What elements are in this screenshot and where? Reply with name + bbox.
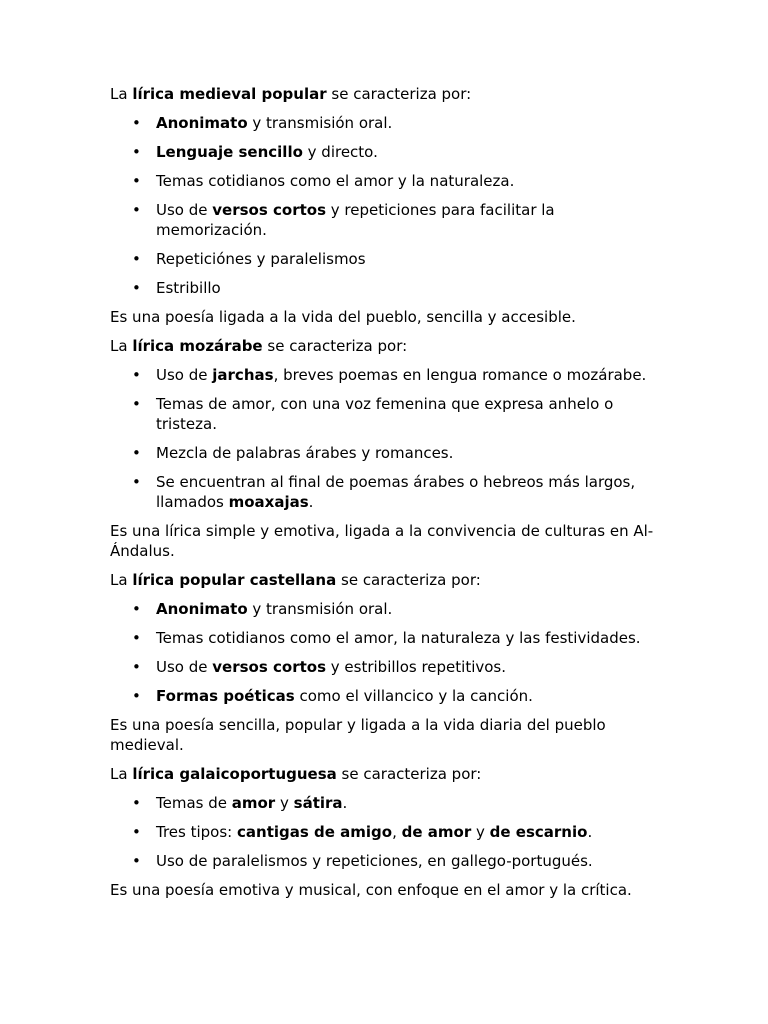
- list-item: [156, 822, 670, 842]
- text-run: Uso de paralelismos y repeticiones, en gallego-portugués.: [156, 852, 593, 870]
- bold-term: versos cortos: [212, 658, 326, 676]
- section-summary: Es una poesía emotiva y musical, con enfoque en el amor y la crítica.: [110, 881, 632, 899]
- bullet-list: [110, 599, 670, 706]
- list-item: [156, 142, 670, 162]
- bold-term: Anonimato: [156, 114, 248, 132]
- text-run: y transmisión oral.: [247, 114, 393, 132]
- list-item: [156, 443, 670, 463]
- text-run: y transmisión oral.: [247, 600, 393, 618]
- list-item: [156, 365, 670, 385]
- text-run: y estribillos repetitivos.: [326, 658, 507, 676]
- text-run: .: [308, 493, 314, 511]
- section-intro: [110, 84, 670, 104]
- bold-term: Formas poéticas: [156, 687, 295, 705]
- text-run: Uso de: [156, 201, 213, 219]
- bold-term: amor: [231, 794, 276, 812]
- section-intro: [110, 570, 670, 590]
- text-run: se caracteriza por:: [336, 571, 481, 589]
- text-run: Se encuentran al final de poemas árabes o hebreos más largos, llamados: [156, 473, 636, 511]
- text-run: Uso de: [156, 366, 213, 384]
- bold-term: sátira: [293, 794, 343, 812]
- list-item: [156, 113, 670, 133]
- text-run: se caracteriza por:: [336, 765, 482, 783]
- bold-term: lírica mozárabe: [132, 337, 263, 355]
- text-run: y directo.: [302, 143, 378, 161]
- section-summary: Es una lírica simple y emotiva, ligada a la convivencia de culturas en Al-Ándalus.: [110, 522, 654, 560]
- section-intro: [110, 764, 670, 784]
- bold-term: lírica medieval popular: [132, 85, 327, 103]
- bold-term: Lenguaje sencillo: [156, 143, 303, 161]
- bullet-list: [110, 113, 670, 298]
- bold-term: moaxajas: [228, 493, 309, 511]
- text-run: ,: [392, 823, 402, 841]
- list-item: [156, 657, 670, 677]
- text-run: y repeticiones para facilitar la memorización.: [156, 201, 555, 239]
- document-body: [110, 84, 670, 909]
- text-run: Temas cotidianos como el amor, la naturaleza y las festividades.: [156, 629, 641, 647]
- text-run: como el villancico y la canción.: [294, 687, 533, 705]
- bold-term: versos cortos: [212, 201, 326, 219]
- bold-term: jarchas: [212, 366, 274, 384]
- text-run: se caracteriza por:: [326, 85, 472, 103]
- bold-term: lírica galaicoportuguesa: [132, 765, 337, 783]
- list-item: [156, 628, 670, 648]
- text-run: y: [471, 823, 490, 841]
- list-item: [156, 200, 670, 240]
- bold-term: de amor: [401, 823, 472, 841]
- bullet-list: [110, 365, 670, 512]
- section-summary: Es una poesía ligada a la vida del pueblo, sencilla y accesible.: [110, 308, 576, 326]
- text-run: La: [110, 571, 133, 589]
- text-run: Repeticiónes y paralelismos: [156, 250, 366, 268]
- list-item: [156, 686, 670, 706]
- text-run: La: [110, 85, 133, 103]
- list-item: [156, 249, 670, 269]
- text-run: Tres tipos:: [156, 823, 237, 841]
- section-summary: Es una poesía sencilla, popular y ligada a la vida diaria del pueblo medieval.: [110, 716, 606, 754]
- text-run: La: [110, 765, 133, 783]
- text-run: Uso de: [156, 658, 213, 676]
- text-run: y: [275, 794, 294, 812]
- bold-term: lírica popular castellana: [132, 571, 337, 589]
- text-run: .: [342, 794, 348, 812]
- text-run: Estribillo: [156, 279, 221, 297]
- text-run: se caracteriza por:: [262, 337, 408, 355]
- bold-term: Anonimato: [156, 600, 248, 618]
- list-item: [156, 278, 670, 298]
- text-run: La: [110, 337, 133, 355]
- text-run: Temas de amor, con una voz femenina que expresa anhelo o tristeza.: [156, 395, 614, 433]
- text-run: .: [587, 823, 593, 841]
- bold-term: cantigas de amigo: [237, 823, 393, 841]
- list-item: [156, 851, 670, 871]
- section-intro: [110, 336, 670, 356]
- text-run: Temas cotidianos como el amor y la naturaleza.: [156, 172, 515, 190]
- text-run: Temas de: [156, 794, 232, 812]
- list-item: [156, 394, 670, 434]
- list-item: [156, 793, 670, 813]
- list-item: [156, 472, 670, 512]
- list-item: [156, 599, 670, 619]
- text-run: , breves poemas en lengua romance o mozárabe.: [273, 366, 647, 384]
- bullet-list: [110, 793, 670, 871]
- bold-term: de escarnio: [489, 823, 588, 841]
- text-run: Mezcla de palabras árabes y romances.: [156, 444, 454, 462]
- list-item: [156, 171, 670, 191]
